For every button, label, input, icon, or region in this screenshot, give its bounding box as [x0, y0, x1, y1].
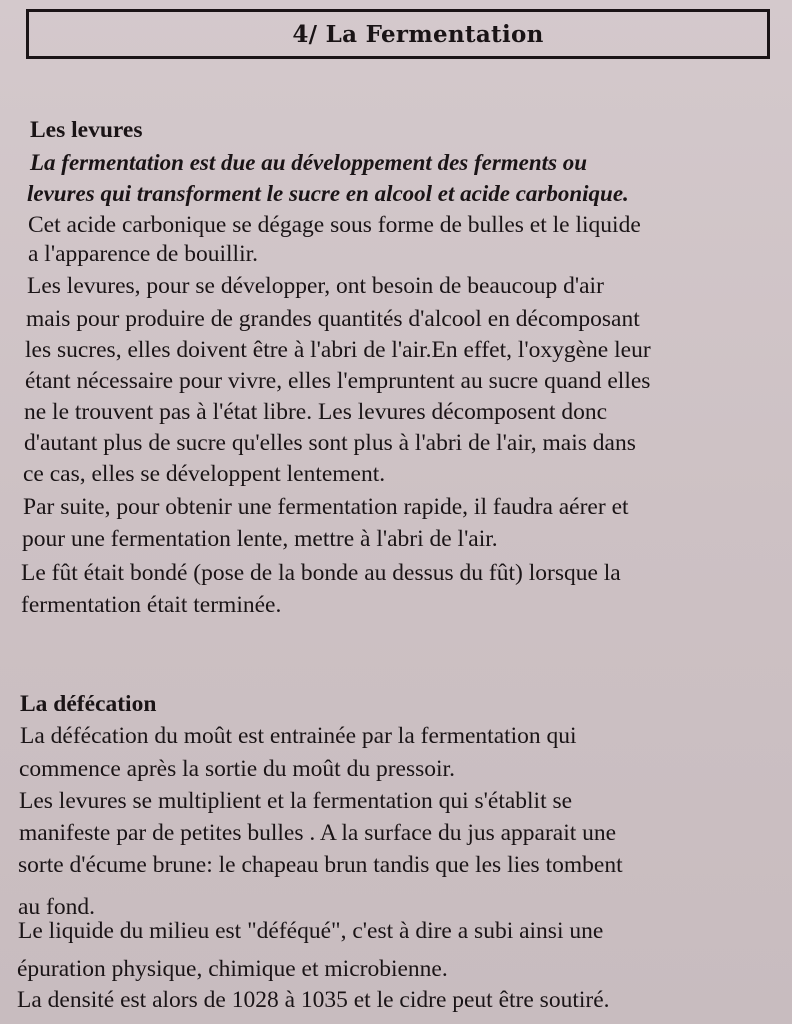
- paragraph-line: Cet acide carbonique se dégage sous forme de bulles et le liquide: [28, 212, 641, 238]
- paragraph-line: manifeste par de petites bulles . A la surface du jus apparait une: [19, 820, 617, 846]
- paragraph-line: ce cas, elles se développent lentement.: [23, 461, 386, 487]
- paragraph-line: a l'apparence de bouillir.: [28, 241, 258, 267]
- paragraph-line: mais pour produire de grandes quantités d'alcool en décomposant: [26, 306, 640, 332]
- paragraph-line: pour une fermentation lente, mettre à l'abri de l'air.: [22, 526, 498, 552]
- paragraph-line: La densité est alors de 1028 à 1035 et le cidre peut être soutiré.: [17, 987, 610, 1013]
- paragraph-line: au fond.: [18, 894, 96, 920]
- paragraph-line: Les levures, pour se développer, ont besoin de beaucoup d'air: [27, 273, 604, 299]
- paragraph-line: levures qui transforment le sucre en alcool et acide carbonique.: [27, 181, 629, 206]
- paragraph-line: épuration physique, chimique et microbienne.: [17, 956, 448, 982]
- paragraph-line: Les levures se multiplient et la fermentation qui s'établit se: [19, 788, 573, 814]
- paragraph-line: ne le trouvent pas à l'état libre. Les levures décomposent donc: [24, 399, 608, 425]
- paragraph-line: Le fût était bondé (pose de la bonde au dessus du fût) lorsque la: [21, 560, 621, 586]
- section-heading-defecation: La défécation: [20, 691, 157, 717]
- paragraph-line: Le liquide du milieu est "déféqué", c'est à dire a subi ainsi une: [18, 918, 604, 944]
- title-box: [26, 9, 770, 59]
- paragraph-line: fermentation était terminée.: [21, 592, 282, 618]
- paragraph-line: Par suite, pour obtenir une fermentation rapide, il faudra aérer et: [23, 494, 629, 520]
- paragraph-line: d'autant plus de sucre qu'elles sont plus à l'abri de l'air, mais dans: [24, 430, 636, 456]
- paragraph-line: sorte d'écume brune: le chapeau brun tandis que les lies tombent: [18, 852, 623, 878]
- paragraph-line: commence après la sortie du moût du pressoir.: [19, 756, 455, 782]
- paragraph-line: les sucres, elles doivent être à l'abri de l'air.En effet, l'oxygène leur: [25, 337, 651, 363]
- paragraph-line: La fermentation est due au développement des ferments ou: [30, 150, 588, 175]
- paragraph-line: La défécation du moût est entrainée par la fermentation qui: [20, 723, 577, 749]
- section-heading-levures: Les levures: [30, 117, 143, 143]
- paragraph-line: étant nécessaire pour vivre, elles l'empruntent au sucre quand elles: [25, 368, 651, 394]
- page-title: 4/ La Fermentation: [292, 20, 544, 48]
